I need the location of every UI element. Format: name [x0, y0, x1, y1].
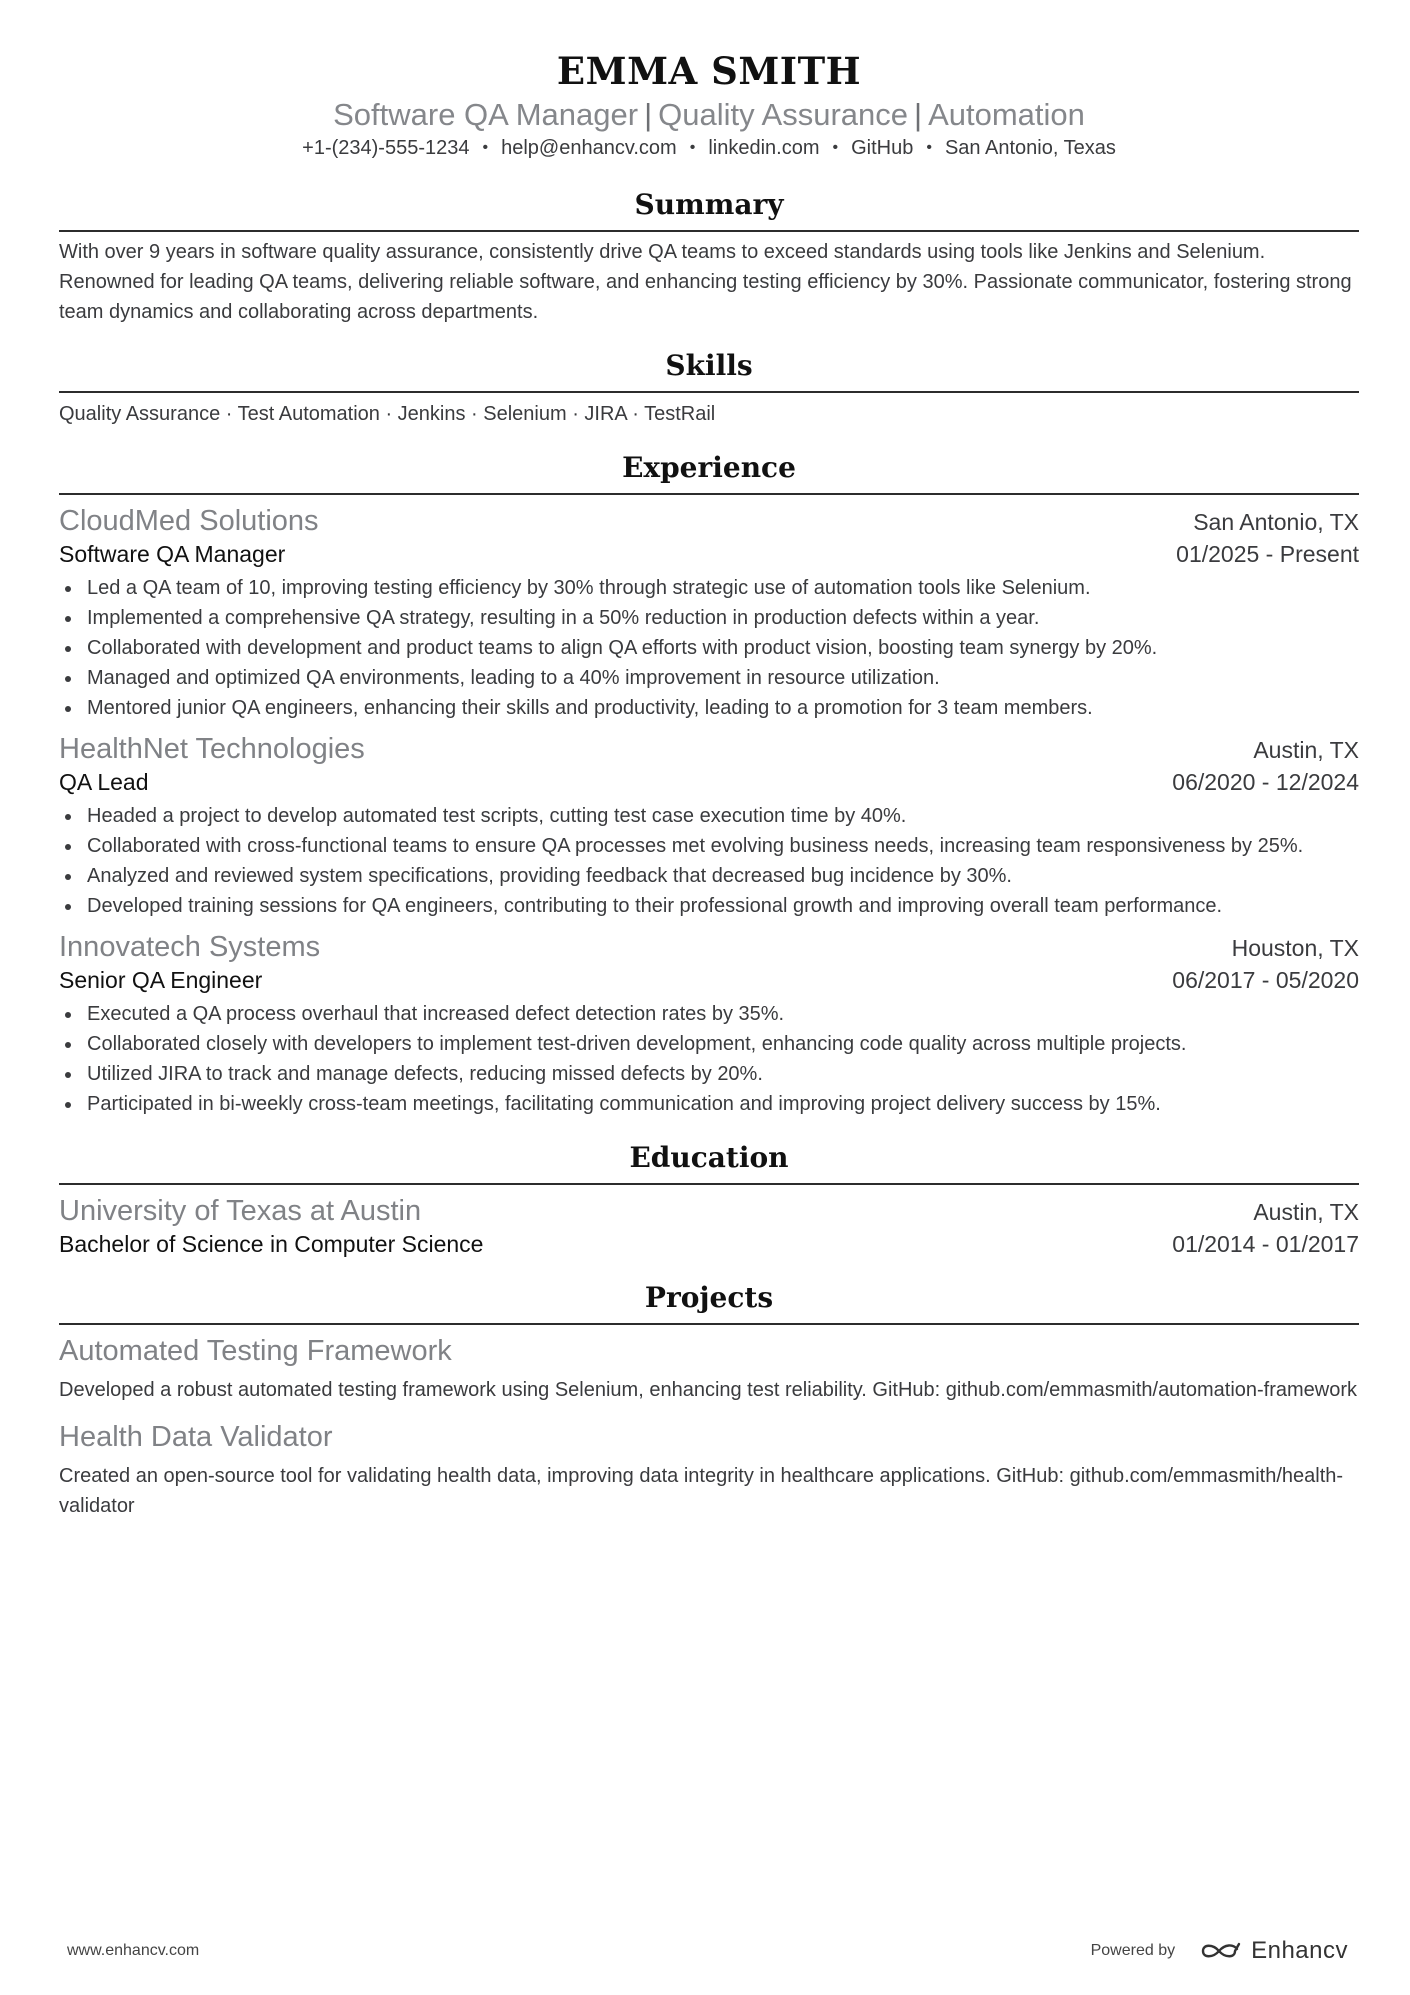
job-company: HealthNet Technologies	[59, 733, 365, 765]
job-bullet: Mentored junior QA engineers, enhancing their skills and productivity, leading to a promotion for 3 team members.	[87, 693, 1359, 723]
education-subheader	[59, 1229, 1359, 1259]
job-bullet: Headed a project to develop automated test scripts, cutting test case execution time by 40%.	[87, 801, 1359, 831]
job-bullet: Participated in bi-weekly cross-team meetings, facilitating communication and improving project delivery success by 15%.	[87, 1089, 1359, 1119]
contact-separator: •	[482, 139, 489, 156]
project-entry	[59, 1419, 1359, 1521]
job-bullet: Managed and optimized QA environments, leading to a 40% improvement in resource utilization.	[87, 663, 1359, 693]
section-divider	[59, 1183, 1359, 1185]
experience-section	[59, 449, 1359, 1119]
headline-title-3: Automation	[928, 97, 1085, 132]
job-subheader	[59, 539, 1359, 569]
job-bullet: Collaborated with development and product teams to align QA efforts with product vision, boosting team synergy by 20%.	[87, 633, 1359, 663]
education-section	[59, 1139, 1359, 1259]
contact-line	[59, 134, 1359, 164]
summary-section	[59, 186, 1359, 327]
headline	[59, 96, 1359, 134]
job-bullets	[59, 801, 1359, 921]
job-bullet: Led a QA team of 10, improving testing efficiency by 30% through strategic use of automation tools like Selenium.	[87, 573, 1359, 603]
job-entry	[59, 731, 1359, 921]
job-bullet: Executed a QA process overhaul that increased defect detection rates by 35%.	[87, 999, 1359, 1029]
contact-linkedin[interactable]: linkedin.com	[708, 137, 820, 159]
job-bullet: Collaborated closely with developers to implement test-driven development, enhancing code quality across multiple projects.	[87, 1029, 1359, 1059]
job-header	[59, 929, 1359, 965]
job-location: San Antonio, TX	[1193, 509, 1359, 535]
job-dates: 01/2025 - Present	[1176, 541, 1359, 567]
job-entry	[59, 503, 1359, 723]
footer-website-link[interactable]: www.enhancv.com	[67, 1942, 200, 1959]
enhancv-logo-icon	[1199, 1939, 1243, 1963]
job-subheader	[59, 965, 1359, 995]
job-bullet: Utilized JIRA to track and manage defects, reducing missed defects by 20%.	[87, 1059, 1359, 1089]
contact-phone[interactable]: +1-(234)-555-1234	[302, 137, 470, 159]
contact-email[interactable]: help@enhancv.com	[501, 137, 677, 159]
powered-by-label: Powered by	[1090, 1942, 1176, 1959]
job-bullet: Collaborated with cross-functional teams to ensure QA processes met evolving business needs, increasing team responsiveness by 25%.	[87, 831, 1359, 861]
job-bullet: Implemented a comprehensive QA strategy, resulting in a 50% reduction in production defects within a year.	[87, 603, 1359, 633]
job-subheader	[59, 767, 1359, 797]
job-dates: 06/2020 - 12/2024	[1172, 769, 1359, 795]
education-degree: Bachelor of Science in Computer Science	[59, 1231, 484, 1257]
job-role: Senior QA Engineer	[59, 967, 263, 993]
experience-heading: Experience	[622, 451, 796, 484]
job-header	[59, 503, 1359, 539]
projects-heading: Projects	[644, 1281, 774, 1314]
summary-heading: Summary	[634, 188, 784, 221]
project-name: Automated Testing Framework	[59, 1335, 452, 1367]
job-role: QA Lead	[59, 769, 149, 795]
contact-separator: •	[926, 139, 932, 156]
education-heading: Education	[629, 1141, 789, 1174]
contact-separator: •	[832, 139, 839, 156]
education-entry	[59, 1193, 1359, 1259]
candidate-name: EMMA SMITH	[556, 49, 862, 93]
project-name: Health Data Validator	[59, 1421, 333, 1453]
contact-github[interactable]: GitHub	[851, 137, 914, 159]
headline-title-2: Quality Assurance	[658, 97, 909, 132]
skills-section	[59, 347, 1359, 429]
section-divider	[59, 391, 1359, 393]
job-company: Innovatech Systems	[59, 931, 321, 963]
contact-location: San Antonio, Texas	[944, 137, 1116, 159]
projects-section	[59, 1279, 1359, 1521]
job-company: CloudMed Solutions	[59, 505, 319, 537]
resume-content	[59, 48, 1359, 1521]
project-description: Created an open-source tool for validating health data, improving data integrity in healthcare applications. GitHub: github.com/emmasmith/health-validator	[59, 1465, 1344, 1517]
job-entry	[59, 929, 1359, 1119]
headline-separator: |	[644, 97, 653, 132]
job-header	[59, 731, 1359, 767]
footer-branding	[1091, 1937, 1348, 1965]
project-description: Developed a robust automated testing framework using Selenium, enhancing test reliability. GitHub: github.com/emmasmith/automation-framework	[59, 1379, 1358, 1401]
education-school: University of Texas at Austin	[59, 1195, 422, 1227]
enhancv-wordmark: Enhancv	[1251, 1937, 1348, 1964]
section-divider	[59, 1323, 1359, 1325]
enhancv-logo[interactable]	[1199, 1937, 1348, 1965]
section-divider	[59, 230, 1359, 232]
contact-separator: •	[689, 139, 696, 156]
job-bullets	[59, 573, 1359, 723]
skills-list: Quality Assurance · Test Automation · Jenkins · Selenium · JIRA · TestRail	[59, 403, 716, 425]
job-bullets	[59, 999, 1359, 1119]
job-bullet: Developed training sessions for QA engineers, contributing to their professional growth and improving overall team performance.	[87, 891, 1359, 921]
headline-title-1: Software QA Manager	[333, 97, 639, 132]
job-bullet: Analyzed and reviewed system specifications, providing feedback that decreased bug incidence by 30%.	[87, 861, 1359, 891]
project-entry	[59, 1333, 1359, 1405]
job-location: Austin, TX	[1253, 737, 1359, 763]
section-divider	[59, 493, 1359, 495]
education-location: Austin, TX	[1253, 1199, 1359, 1225]
summary-text: With over 9 years in software quality assurance, consistently drive QA teams to exceed standards using tools like Jenkins and Selenium. Renowned for leading QA teams, delivering reliable software, and enhancing testing efficiency by 30%. Passionate communicator, fostering strong team dynamics and collaborating across departments.	[59, 241, 1352, 323]
page-footer	[67, 1937, 1348, 1965]
headline-separator: |	[914, 97, 923, 132]
education-dates: 01/2014 - 01/2017	[1172, 1231, 1359, 1257]
job-dates: 06/2017 - 05/2020	[1172, 967, 1359, 993]
education-header	[59, 1193, 1359, 1229]
job-role: Software QA Manager	[59, 541, 286, 567]
skills-heading: Skills	[665, 349, 753, 382]
job-location: Houston, TX	[1231, 935, 1359, 961]
